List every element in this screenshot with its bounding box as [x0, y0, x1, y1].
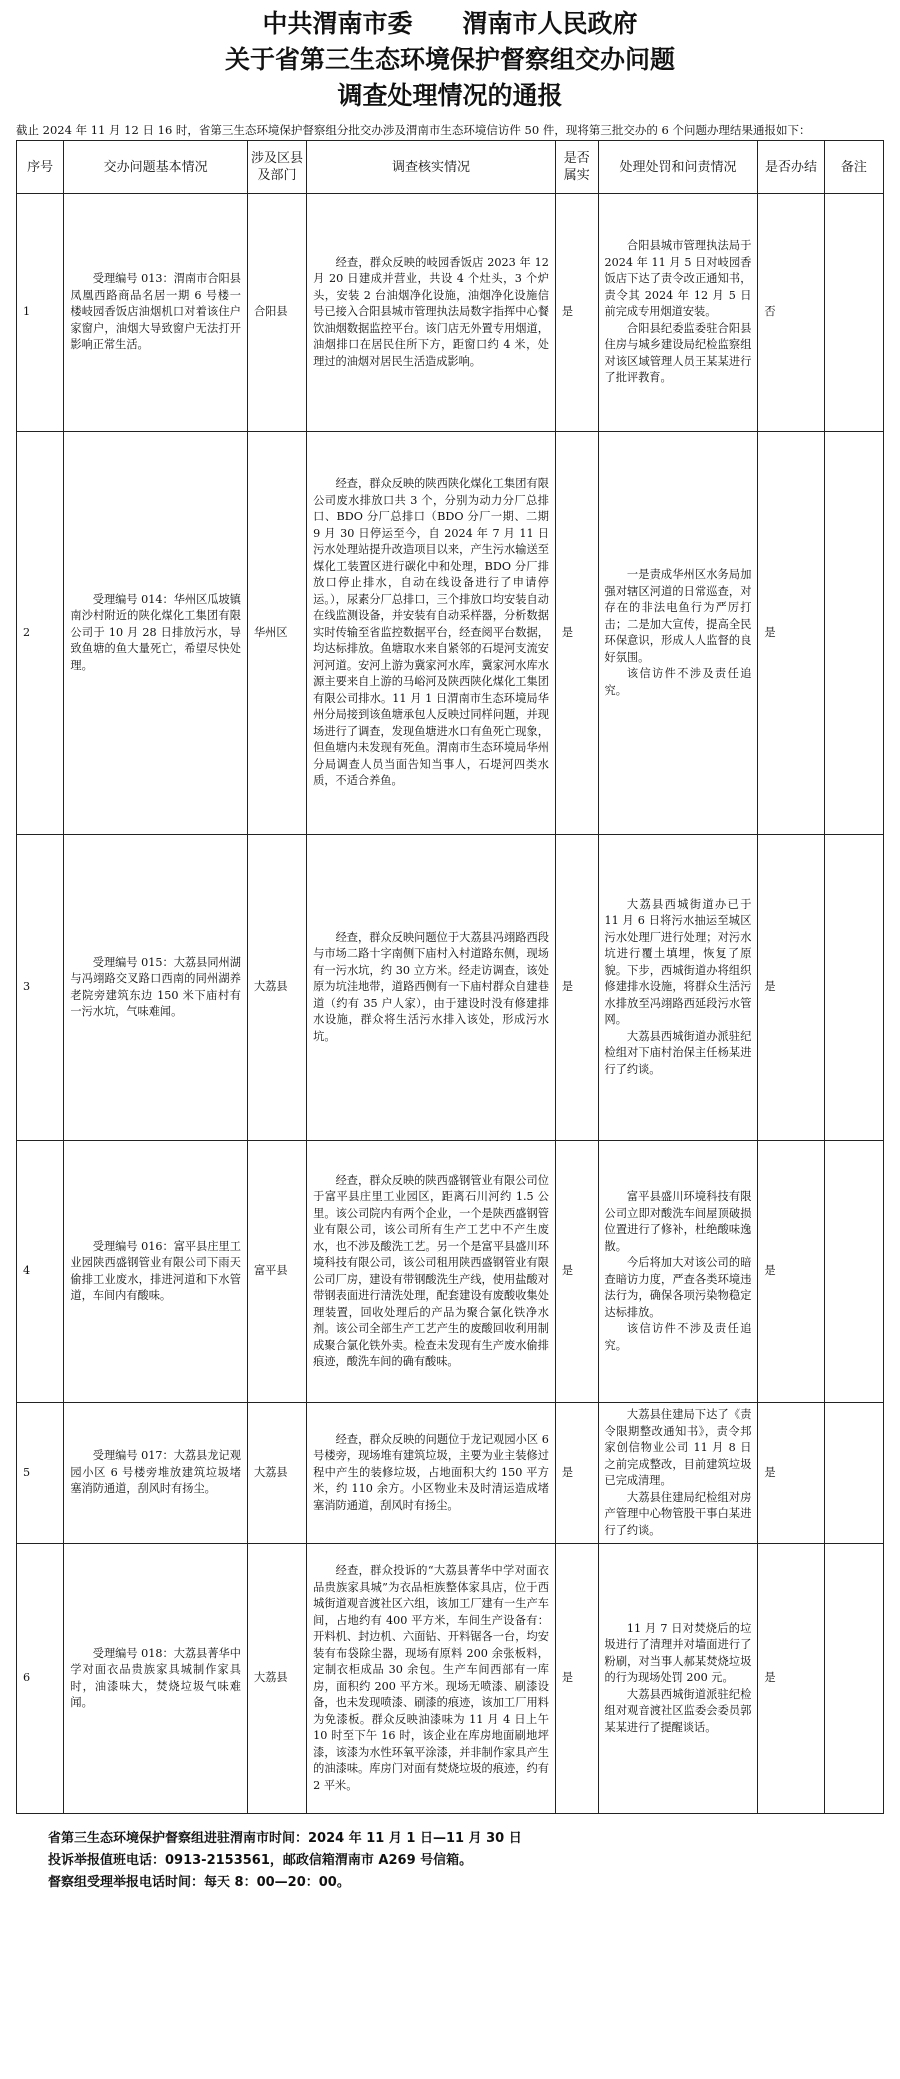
- row-county: 大荔县: [247, 1403, 306, 1544]
- header-is-true: 是否属实: [555, 141, 598, 194]
- row-issue-summary-paragraph: 受理编号 013：渭南市合阳县凤凰西路商品名居一期 6 号楼一楼岐园香饭店油烟机口对着该住户家窗户，油烟大导致窗户无法打开影响正常生活。: [70, 272, 241, 352]
- row-is-done: 是: [758, 835, 824, 1141]
- row-is-true: 是: [555, 194, 598, 432]
- row-handling-paragraph: 该信访件不涉及责任追究。: [604, 1322, 752, 1352]
- row-handling-paragraph: 大荔县西城街道办已于 11 月 6 日将污水抽运至城区污水处理厂进行处理；对污水坑进行覆土填埋，恢复了原貌。下步，西城街道办将组织修建排水设施，将群众生活污水排放至冯翊路西延段污水管网。: [604, 897, 752, 1027]
- header-no: 序号: [17, 141, 64, 194]
- row-county: 华州区: [247, 432, 306, 835]
- row-handling: [598, 194, 758, 432]
- row-note: [824, 1141, 883, 1403]
- header-verify: 调查核实情况: [307, 141, 556, 194]
- row-investigation-paragraph: 经查，群众投诉的“大荔县菁华中学对面衣品贵族家具城”为衣品柜族整体家具店，位于西城街道观音渡社区六组，该加工厂建有一生产车间，占地约有 400 平方米，车间生产设备有：开料机、封边机、六面钻、开料锯各一台，均安装有布袋除尘器，现场有原料 200 余张板料，定制衣柜成品 30 余包。生产车间西部有一库房，面积约 200 平方米。现场无喷漆、刷漆设备，也未发现喷漆、刷漆的痕迹，该加工厂用料为免漆板。群众反映油漆味为 11 月 4 日上午 10 时至下午 16 时，该企业在库房地面刷地坪漆，该漆为水性环氧平涂漆，并非制作家具产生的油漆味。库房门对面有焚烧垃圾的痕迹，约有 2 平米。: [313, 1564, 549, 1792]
- row-number: 5: [17, 1403, 64, 1544]
- row-note: [824, 1544, 883, 1814]
- row-investigation: [307, 1544, 556, 1814]
- row-handling: [598, 1141, 758, 1403]
- row-is-true: 是: [555, 1544, 598, 1814]
- header-basic: 交办问题基本情况: [64, 141, 248, 194]
- row-investigation-paragraph: 经查，群众反映的陕西盛钢管业有限公司位于富平县庄里工业园区，距离石川河约 1.5 公里。该公司院内有两个企业，一个是陕西盛钢管业有限公司，该公司所有生产工艺中不产生废水，也不涉及酸洗工艺。另一个是富平县盛川环境科技有限公司，该公司租用陕西盛钢管业有限公司厂房，建设有带钢酸洗生产线，使用盐酸对带钢表面进行清洗处理，配套建设有废酸收集处理装置，回收处理后的产品为聚合氯化铁净水剂。该公司全部生产工艺产生的废酸回收利用制成聚合氯化铁外卖。检查未发现有生产废水偷排痕迹，酸洗车间的确有酸味。: [313, 1173, 549, 1368]
- row-note: [824, 432, 883, 835]
- table-row: [17, 194, 884, 432]
- row-number: 2: [17, 432, 64, 835]
- row-handling-paragraph: 大荔县住建局下达了《责令限期整改通知书》，责令邦家创信物业公司 11 月 8 日之前完成整改，目前建筑垃圾已完成清理。: [604, 1408, 752, 1487]
- row-issue-summary: [64, 432, 248, 835]
- row-county: 合阳县: [247, 194, 306, 432]
- row-issue-summary: [64, 1544, 248, 1814]
- header-area: 涉及区县及部门: [247, 141, 306, 194]
- footer-hours: 督察组受理举报电话时间：每天 8：00—20：00。: [48, 1875, 350, 1890]
- row-is-true: 是: [555, 1141, 598, 1403]
- title-doc-type: 调查处理情况的通报: [337, 81, 563, 110]
- row-issue-summary: [64, 194, 248, 432]
- row-investigation: [307, 1403, 556, 1544]
- row-handling-paragraph: 合阳县纪委监委驻合阳县住房与城乡建设局纪检监察组对该区域管理人员王某某进行了批评教育。: [604, 321, 752, 385]
- row-handling-paragraph: 大荔县西城街道派驻纪检组对观音渡社区监委会委员郭某某进行了提醒谈话。: [604, 1687, 752, 1734]
- row-handling: [598, 1403, 758, 1544]
- header-note: 备注: [824, 141, 883, 194]
- row-handling: [598, 1544, 758, 1814]
- row-handling: [598, 432, 758, 835]
- row-issue-summary-paragraph: 受理编号 017：大荔县龙记观园小区 6 号楼旁堆放建筑垃圾堵塞消防通道，刮风时有扬尘。: [70, 1449, 241, 1496]
- row-investigation-paragraph: 经查，群众反映的陕西陕化煤化工集团有限公司废水排放口共 3 个，分别为动力分厂总排口、BDO 分厂总排口（BDO 分厂一期、二期 9 月 30 日停运至今，自 2024 年 7 月 11 日污水处理站提升改造项目以来，产生污水输送至煤化工装置区进行碳化中和处理，BDO 分厂排放口停止排水，自动在线设备进行了申请停运。），尿素分厂总排口，三个排放口均安装自动在线监测设备，并安装有自动采样器，分析数据实时传输至省监控数据平台，经查阅平台数据，均达标排放。鱼塘取水来自紧邻的石堤河支流安河河道。安河上游为冀家河水库，冀家河水库水源主要来自上游的马峪河及陕西陕化煤化工集团有限公司排水。11 月 1 日渭南市生态环境局华州分局接到该鱼塘承包人反映过同样问题，并现场进行了调查，发现鱼塘进水口有鱼死亡现象，但鱼塘内未发现有死鱼。渭南市生态环境局华州分局调查人员当面告知当事人，石堤河四类水质，不适合养鱼。: [313, 477, 549, 788]
- row-investigation-paragraph: 经查，群众反映问题位于大荔县冯翊路西段与市场二路十字南侧下庙村入村道路东侧，现场有一污水坑，约 30 立方米。经走访调查，该处原为坑洼地带，道路西侧有一下庙村群众自建巷道（约有 35 户人家），由于建设时没有修建排水设施，群众将生活污水排入该处，形成污水坑。: [313, 930, 549, 1043]
- row-investigation: [307, 835, 556, 1141]
- row-is-true: 是: [555, 432, 598, 835]
- title-issuer: 中共渭南市委 渭南市人民政府: [262, 9, 638, 38]
- row-issue-summary: [64, 1403, 248, 1544]
- row-county: 大荔县: [247, 1544, 306, 1814]
- table-row: [17, 1544, 884, 1814]
- row-handling-paragraph: 该信访件不涉及责任追究。: [604, 667, 752, 697]
- row-number: 4: [17, 1141, 64, 1403]
- footer-period: 省第三生态环境保护督察组进驻渭南市时间：2024 年 11 月 1 日—11 月 30 日: [48, 1831, 522, 1846]
- row-investigation: [307, 432, 556, 835]
- row-handling-paragraph: 11 月 7 日对焚烧后的垃圾进行了清理并对墙面进行了粉刷，对当事人郝某焚烧垃圾的行为现场处罚 200 元。: [604, 1621, 752, 1685]
- row-is-done: 否: [758, 194, 824, 432]
- row-number: 3: [17, 835, 64, 1141]
- table-row: [17, 432, 884, 835]
- row-note: [824, 194, 883, 432]
- row-note: [824, 835, 883, 1141]
- row-issue-summary-paragraph: 受理编号 016：富平县庄里工业园陕西盛钢管业有限公司下雨天偷排工业废水，排进河道和下水管道，车间内有酸味。: [70, 1239, 241, 1302]
- row-is-done: 是: [758, 1403, 824, 1544]
- row-handling-paragraph: 一是责成华州区水务局加强对辖区河道的日常巡查，对存在的非法电鱼行为严厉打击；二是加大宣传，提高全民环保意识，形成人人监督的良好氛围。: [604, 568, 752, 664]
- row-issue-summary-paragraph: 受理编号 015：大荔县同州湖与冯翊路交叉路口西南的同州湖养老院旁建筑东边 150 米下庙村有一污水坑，气味难闻。: [70, 955, 241, 1018]
- row-investigation: [307, 1141, 556, 1403]
- row-issue-summary-paragraph: 受理编号 014：华州区瓜坡镇南沙村附近的陕化煤化工集团有限公司于 10 月 28 日排放污水，导致鱼塘的鱼大量死亡，希望尽快处理。: [70, 592, 241, 672]
- row-investigation: [307, 194, 556, 432]
- table-row: [17, 1141, 884, 1403]
- header-handle: 处理处罚和问责情况: [598, 141, 758, 194]
- table-header-row: [17, 141, 884, 194]
- row-handling-paragraph: 大荔县西城街道办派驻纪检组对下庙村治保主任杨某进行了约谈。: [604, 1029, 752, 1076]
- table-row: [17, 1403, 884, 1544]
- row-handling-paragraph: 合阳县城市管理执法局于 2024 年 11 月 5 日对岐园香饭店下达了责令改正通知书，责令其 2024 年 12 月 5 日前完成专用烟道安装。: [604, 239, 752, 319]
- row-issue-summary: [64, 835, 248, 1141]
- row-note: [824, 1403, 883, 1544]
- row-is-done: 是: [758, 432, 824, 835]
- row-county: 富平县: [247, 1141, 306, 1403]
- row-handling-paragraph: 富平县盛川环境科技有限公司立即对酸洗车间屋顶破损位置进行了修补，杜绝酸味逸散。: [604, 1190, 752, 1253]
- row-is-true: 是: [555, 1403, 598, 1544]
- row-is-done: 是: [758, 1544, 824, 1814]
- header-done: 是否办结: [758, 141, 824, 194]
- title-subject: 关于省第三生态环境保护督察组交办问题: [224, 45, 675, 74]
- footer-hotline: 投诉举报值班电话：0913-2153561，邮政信箱渭南市 A269 号信箱。: [48, 1853, 473, 1868]
- row-handling-paragraph: 今后将加大对该公司的暗查暗访力度，严查各类环境违法行为，确保各项污染物稳定达标排放。: [604, 1256, 752, 1319]
- table-row: [17, 835, 884, 1141]
- intro-paragraph: 截止 2024 年 11 月 12 日 16 时，省第三生态环境保护督察组分批交办涉及渭南市生态环境信访件 50 件，现将第三批交办的 6 个问题办理结果通报如下：: [16, 123, 811, 137]
- document-footer: [48, 1828, 900, 1894]
- row-county: 大荔县: [247, 835, 306, 1141]
- row-is-true: 是: [555, 835, 598, 1141]
- document-title: [0, 0, 900, 114]
- row-investigation-paragraph: 经查，群众反映的岐园香饭店 2023 年 12 月 20 日建成并营业，共设 4 个灶头，3 个炉头，安装 2 台油烟净化设施，油烟净化设施信号已接入合阳县城市管理执法局数字指挥中心餐饮油烟数据监控平台。该门店无外置专用烟道，油烟排口在居民住所下方，距窗口约 4 米，处理过的油烟对居民生活造成影响。: [313, 255, 549, 368]
- row-number: 6: [17, 1544, 64, 1814]
- row-is-done: 是: [758, 1141, 824, 1403]
- row-number: 1: [17, 194, 64, 432]
- row-handling: [598, 835, 758, 1141]
- row-issue-summary-paragraph: 受理编号 018：大荔县菁华中学对面衣品贵族家具城制作家具时，油漆味大，焚烧垃圾气味难闻。: [70, 1646, 241, 1709]
- row-issue-summary: [64, 1141, 248, 1403]
- row-investigation-paragraph: 经查，群众反映的问题位于龙记观园小区 6 号楼旁，现场堆有建筑垃圾，主要为业主装修过程中产生的装修垃圾，占地面积大约 150 平方米，约 110 余方。小区物业未及时清运造成堵塞消防通道，刮风时有扬尘。: [313, 1432, 549, 1512]
- row-handling-paragraph: 大荔县住建局纪检组对房产管理中心物管股干事白某进行了约谈。: [604, 1490, 752, 1537]
- report-table: [16, 140, 884, 1814]
